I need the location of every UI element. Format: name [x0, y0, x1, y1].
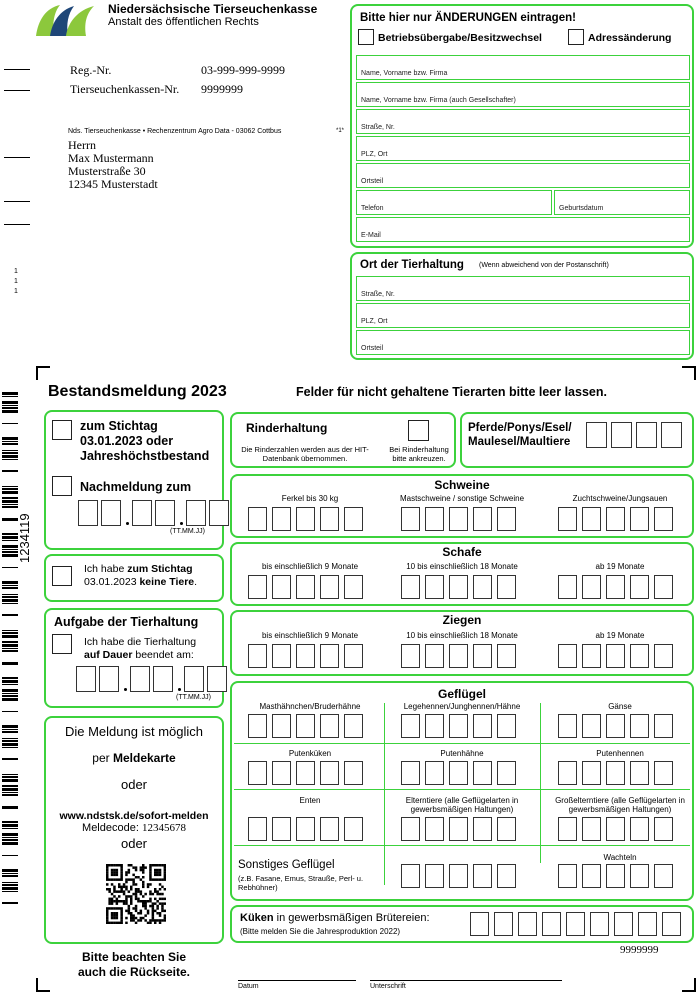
digit-box[interactable]: [320, 761, 339, 785]
digit-box[interactable]: [272, 507, 291, 531]
sender-mark: *1*: [336, 128, 345, 134]
gefluegel-gaense-label: Gänse: [608, 702, 632, 711]
no-animals-label: Ich habe zum Stichtag 03.01.2023 keine Tiere.: [84, 563, 198, 588]
col-divider: [384, 703, 385, 885]
digit-box[interactable]: [497, 864, 516, 888]
form-instruction: Felder für nicht gehaltene Tierarten bitte leer lassen.: [296, 385, 607, 399]
digit-box[interactable]: [401, 714, 420, 738]
digit-box[interactable]: [582, 714, 601, 738]
digit-box[interactable]: [78, 500, 98, 526]
location-box: [350, 252, 694, 360]
digit-box[interactable]: [320, 817, 339, 841]
corner-mark: [36, 366, 50, 380]
schafe-col-3: ab 19 Monate: [595, 562, 645, 571]
digit-box[interactable]: [518, 912, 537, 936]
digit-box[interactable]: [425, 817, 444, 841]
digit-box[interactable]: [425, 714, 444, 738]
kueken-title: Küken in gewerbsmäßigen Brütereien:: [240, 912, 430, 924]
info-or-2: oder: [120, 836, 148, 851]
digit-box[interactable]: [606, 817, 625, 841]
digit-box[interactable]: [401, 507, 420, 531]
digit-box[interactable]: [473, 644, 492, 668]
digit-box[interactable]: [654, 644, 673, 668]
digit-box[interactable]: [449, 817, 468, 841]
digit-box[interactable]: [470, 912, 489, 936]
digit-box[interactable]: [248, 507, 267, 531]
digit-box[interactable]: [155, 500, 175, 526]
digit-box[interactable]: [449, 575, 468, 599]
sonstige-title: Sonstiges Geflügel: [238, 859, 335, 871]
digit-box[interactable]: [473, 714, 492, 738]
date-separator: [180, 522, 183, 525]
schweine-col-1: Ferkel bis 30 kg: [281, 494, 339, 503]
digit-box[interactable]: [654, 864, 673, 888]
digit-box[interactable]: [558, 714, 577, 738]
address-salutation: Herrn: [68, 138, 96, 152]
digit-box[interactable]: [654, 817, 673, 841]
row-divider: [234, 789, 690, 790]
location-street-field[interactable]: Straße, Nr.: [356, 276, 690, 301]
digit-box[interactable]: [272, 575, 291, 599]
info-line-1: Die Meldung ist möglich: [64, 724, 203, 739]
row-divider: [234, 743, 690, 744]
digit-box[interactable]: [630, 507, 649, 531]
schweine-box: [230, 474, 694, 538]
sender-line: Nds. Tierseuchenkasse • Rechenzentrum Agro Data - 03062 Cottbus: [68, 128, 282, 135]
digit-box[interactable]: [473, 761, 492, 785]
location-note: (Wenn abweichend von der Postanschrift): [479, 262, 609, 269]
digit-box[interactable]: [272, 761, 291, 785]
aufgabe-label: Ich habe die Tierhaltung auf Dauer beendet am:: [84, 636, 197, 661]
barcode-number: 1234119: [17, 513, 32, 563]
digit-box[interactable]: [425, 864, 444, 888]
birthdate-field[interactable]: Geburtsdatum: [554, 190, 690, 215]
name2-field[interactable]: Name, Vorname bzw. Firma (auch Gesellschafter): [356, 82, 690, 107]
nachmeldung-checkbox[interactable]: [52, 476, 72, 496]
form-title: Bestandsmeldung 2023: [48, 383, 227, 400]
ownership-change-checkbox[interactable]: [358, 29, 374, 45]
digit-box[interactable]: [558, 644, 577, 668]
reg-label: Reg.-Nr.: [70, 63, 112, 77]
org-name: Niedersächsische Tierseuchenkasse: [108, 2, 318, 16]
corner-mark: [682, 366, 696, 380]
ziegen-col-2: 10 bis einschließlich 18 Monate: [406, 631, 518, 640]
digit-box[interactable]: [606, 507, 625, 531]
digit-box[interactable]: [425, 761, 444, 785]
corner-mark: [36, 978, 50, 992]
digit-box[interactable]: [606, 644, 625, 668]
margin-tick: [4, 90, 30, 91]
address-name: Max Mustermann: [68, 151, 154, 165]
gefluegel-putenhaehne-label: Putenhähne: [440, 749, 484, 758]
stichtag-label: zum Stichtag 03.01.2023 oder Jahreshöchstbestand: [80, 419, 210, 463]
digit-box[interactable]: [209, 500, 229, 526]
digit-box[interactable]: [586, 422, 607, 448]
date-separator: [124, 688, 127, 691]
digit-box[interactable]: [606, 761, 625, 785]
digit-box[interactable]: [582, 644, 601, 668]
digit-box[interactable]: [582, 761, 601, 785]
schafe-title: Schafe: [442, 545, 482, 559]
digit-box[interactable]: [449, 864, 468, 888]
digit-box[interactable]: [296, 644, 315, 668]
ownership-change-label: Betriebsübergabe/Besitzwechsel: [378, 32, 542, 44]
digit-box[interactable]: [207, 666, 227, 692]
digit-box[interactable]: [582, 507, 601, 531]
nachmeldung-date-format: (TT.MM.JJ): [170, 528, 205, 535]
digit-box[interactable]: [153, 666, 173, 692]
digit-box[interactable]: [344, 575, 363, 599]
digit-box[interactable]: [654, 761, 673, 785]
location-title: Ort der Tierhaltung: [360, 259, 464, 271]
digit-box[interactable]: [662, 912, 681, 936]
digit-box[interactable]: [638, 912, 657, 936]
no-animals-checkbox[interactable]: [52, 566, 72, 586]
digit-box[interactable]: [630, 817, 649, 841]
gefluegel-wachteln-label: Wachteln: [603, 853, 637, 862]
date-separator: [126, 522, 129, 525]
org-subtitle: Anstalt des öffentlichen Rechts: [108, 16, 259, 28]
rinder-checkbox-note: Bei Rinderhaltung bitte ankreuzen.: [389, 445, 449, 463]
digit-box[interactable]: [272, 714, 291, 738]
digit-box[interactable]: [344, 817, 363, 841]
gefluegel-title: Geflügel: [437, 687, 486, 701]
digit-box[interactable]: [320, 644, 339, 668]
gefluegel-enten-label: Enten: [299, 796, 321, 805]
digit-box[interactable]: [425, 644, 444, 668]
corner-mark: [682, 978, 696, 992]
schafe-col-2: 10 bis einschließlich 18 Monate: [406, 562, 518, 571]
digit-box[interactable]: [582, 575, 601, 599]
plz-field[interactable]: PLZ, Ort: [356, 136, 690, 161]
digit-box[interactable]: [473, 864, 492, 888]
digit-box[interactable]: [590, 912, 609, 936]
location-plz-field[interactable]: PLZ, Ort: [356, 303, 690, 328]
digit-box[interactable]: [296, 817, 315, 841]
stichtag-checkbox[interactable]: [52, 420, 72, 440]
digit-box[interactable]: [130, 666, 150, 692]
col-divider: [540, 703, 541, 863]
digit-box[interactable]: [497, 714, 516, 738]
digit-box[interactable]: [606, 714, 625, 738]
digit-box[interactable]: [630, 864, 649, 888]
digit-box[interactable]: [248, 714, 267, 738]
aufgabe-title: Aufgabe der Tierhaltung: [54, 615, 199, 629]
digit-box[interactable]: [425, 575, 444, 599]
gefluegel-grosselterntiere-label: Großelterntiere (alle Geflügelarten in gewerbsmäßigen Haltungen): [555, 796, 685, 814]
info-line-2: per Meldekarte: [92, 751, 176, 765]
digit-box[interactable]: [425, 507, 444, 531]
digit-box[interactable]: [401, 644, 420, 668]
rinder-note: Die Rinderzahlen werden aus der HIT-Datenbank übernommen.: [241, 445, 369, 463]
digit-box[interactable]: [296, 575, 315, 599]
changes-title: Bitte hier nur ÄNDERUNGEN eintragen!: [360, 12, 576, 24]
sonstige-note: (z.B. Fasane, Emus, Strauße, Perl- u. Rebhühner): [238, 874, 364, 892]
schweine-col-2: Mastschweine / sonstige Schweine: [399, 494, 525, 503]
digit-box[interactable]: [614, 912, 633, 936]
street-field[interactable]: Straße, Nr.: [356, 109, 690, 134]
row-divider: [234, 845, 690, 846]
digit-box[interactable]: [558, 575, 577, 599]
margin-tick: [4, 224, 30, 225]
schweine-col-3: Zuchtschweine/Jungsauen: [572, 494, 668, 503]
digit-box[interactable]: [661, 422, 682, 448]
pferde-title: Pferde/Ponys/Esel/ Maulesel/Maultiere: [468, 422, 572, 448]
name-field[interactable]: Name, Vorname bzw. Firma: [356, 55, 690, 80]
digit-box[interactable]: [186, 500, 206, 526]
digit-box[interactable]: [101, 500, 121, 526]
digit-box[interactable]: [582, 817, 601, 841]
aufgabe-checkbox[interactable]: [52, 634, 72, 654]
digit-box[interactable]: [654, 507, 673, 531]
pferde-box: [460, 412, 694, 468]
digit-box[interactable]: [582, 864, 601, 888]
digit-box[interactable]: [497, 575, 516, 599]
digit-box[interactable]: [344, 714, 363, 738]
tsk-label: Tierseuchenkassen-Nr.: [70, 82, 180, 96]
margin-tick: [4, 69, 30, 70]
margin-tick: [4, 201, 30, 202]
digit-box[interactable]: [401, 817, 420, 841]
digit-box[interactable]: [558, 864, 577, 888]
footer-note: Bitte beachten Sie auch die Rückseite.: [77, 950, 191, 979]
digit-box[interactable]: [401, 761, 420, 785]
ziegen-col-1: bis einschließlich 9 Monate: [261, 631, 359, 640]
aufgabe-date-format: (TT.MM.JJ): [176, 694, 211, 701]
info-or-1: oder: [120, 777, 148, 792]
digit-box[interactable]: [320, 575, 339, 599]
digit-box[interactable]: [497, 644, 516, 668]
digit-box[interactable]: [401, 575, 420, 599]
digit-box[interactable]: [184, 666, 204, 692]
date-separator: [178, 688, 181, 691]
ziegen-col-3: ab 19 Monate: [595, 631, 645, 640]
rinder-checkbox[interactable]: [408, 420, 429, 441]
digit-box[interactable]: [401, 864, 420, 888]
digit-box[interactable]: [296, 714, 315, 738]
address-city: 12345 Musterstadt: [68, 177, 158, 191]
digit-box[interactable]: [542, 912, 561, 936]
digit-box[interactable]: [76, 666, 96, 692]
phone-field[interactable]: Telefon: [356, 190, 552, 215]
digit-box[interactable]: [494, 912, 513, 936]
address-change-checkbox[interactable]: [568, 29, 584, 45]
schafe-box: [230, 542, 694, 606]
digit-box[interactable]: [473, 507, 492, 531]
schweine-title: Schweine: [434, 478, 490, 492]
reg-value: 03-999-999-9999: [201, 63, 285, 77]
digit-box[interactable]: [296, 507, 315, 531]
date-line[interactable]: [238, 980, 356, 981]
digit-box[interactable]: [296, 761, 315, 785]
digit-box[interactable]: [611, 422, 632, 448]
stichtag-box: [44, 410, 224, 550]
digit-box[interactable]: [272, 644, 291, 668]
gefluegel-elterntiere-label: Elterntiere (alle Geflügelarten in gewerbsmäßigen Haltungen): [405, 796, 519, 814]
digit-box[interactable]: [558, 817, 577, 841]
digit-box[interactable]: [473, 575, 492, 599]
gefluegel-putenhennen-label: Putenhennen: [596, 749, 644, 758]
digit-box[interactable]: [344, 507, 363, 531]
gefluegel-putenkueken-label: Putenküken: [288, 749, 332, 758]
digit-box[interactable]: [497, 761, 516, 785]
digit-box[interactable]: [320, 714, 339, 738]
digit-box[interactable]: [606, 575, 625, 599]
digit-box[interactable]: [320, 507, 339, 531]
digit-box[interactable]: [558, 507, 577, 531]
digit-box[interactable]: [636, 422, 657, 448]
info-url[interactable]: www.ndstsk.de/sofort-melden: [59, 810, 209, 822]
digit-box[interactable]: [497, 817, 516, 841]
digit-box[interactable]: [630, 575, 649, 599]
rinder-box: [230, 412, 456, 468]
rinder-title: Rinderhaltung: [246, 421, 328, 435]
address-change-label: Adressänderung: [588, 32, 672, 44]
digit-box[interactable]: [248, 761, 267, 785]
email-field[interactable]: E-Mail: [356, 217, 690, 242]
address-street: Musterstraße 30: [68, 164, 146, 178]
digit-box[interactable]: [449, 714, 468, 738]
digit-box[interactable]: [449, 644, 468, 668]
margin-tick: [4, 157, 30, 158]
digit-box[interactable]: [654, 575, 673, 599]
digit-box[interactable]: [654, 714, 673, 738]
digit-box[interactable]: [344, 644, 363, 668]
digit-box[interactable]: [473, 817, 492, 841]
bottom-number: 9999999: [620, 944, 659, 956]
changes-box: [350, 4, 694, 248]
gefluegel-legehennen-label: Legehennen/Junghennen/Hähne: [403, 702, 521, 711]
tsk-value: 9999999: [201, 82, 243, 96]
digit-box[interactable]: [344, 761, 363, 785]
location-district-field[interactable]: Ortsteil: [356, 330, 690, 355]
digit-box[interactable]: [606, 864, 625, 888]
no-animals-box: [44, 554, 224, 602]
side-numbers: 1 1 1: [14, 268, 18, 295]
digit-box[interactable]: [630, 714, 649, 738]
date-label: Datum: [238, 983, 259, 990]
digit-box[interactable]: [99, 666, 119, 692]
barcode: [2, 392, 18, 914]
info-code: Meldecode: 12345678: [82, 822, 186, 834]
qr-code: [106, 864, 166, 924]
schafe-col-1: bis einschließlich 9 Monate: [261, 562, 359, 571]
digit-box[interactable]: [630, 644, 649, 668]
digit-box[interactable]: [449, 507, 468, 531]
ziegen-box: [230, 610, 694, 676]
gefluegel-masthaehnchen-label: Masthähnchen/Bruderhähne: [259, 702, 361, 711]
digit-box[interactable]: [248, 817, 267, 841]
digit-box[interactable]: [248, 644, 267, 668]
kueken-note: (Bitte melden Sie die Jahresproduktion 2022): [240, 927, 401, 936]
digit-box[interactable]: [132, 500, 152, 526]
gefluegel-box: [230, 681, 694, 901]
digit-box[interactable]: [630, 761, 649, 785]
digit-box[interactable]: [497, 507, 516, 531]
aufgabe-box: [44, 608, 224, 708]
digit-box[interactable]: [248, 575, 267, 599]
signature-line[interactable]: [370, 980, 562, 981]
info-box: [44, 716, 224, 944]
nachmeldung-label: Nachmeldung zum: [80, 480, 192, 494]
digit-box[interactable]: [272, 817, 291, 841]
signature-label: Unterschrift: [370, 983, 406, 990]
org-logo: [32, 2, 98, 38]
digit-box[interactable]: [566, 912, 585, 936]
kueken-box: [230, 905, 694, 943]
digit-box[interactable]: [558, 761, 577, 785]
ziegen-title: Ziegen: [442, 613, 482, 627]
district-field[interactable]: Ortsteil: [356, 163, 690, 188]
digit-box[interactable]: [449, 761, 468, 785]
